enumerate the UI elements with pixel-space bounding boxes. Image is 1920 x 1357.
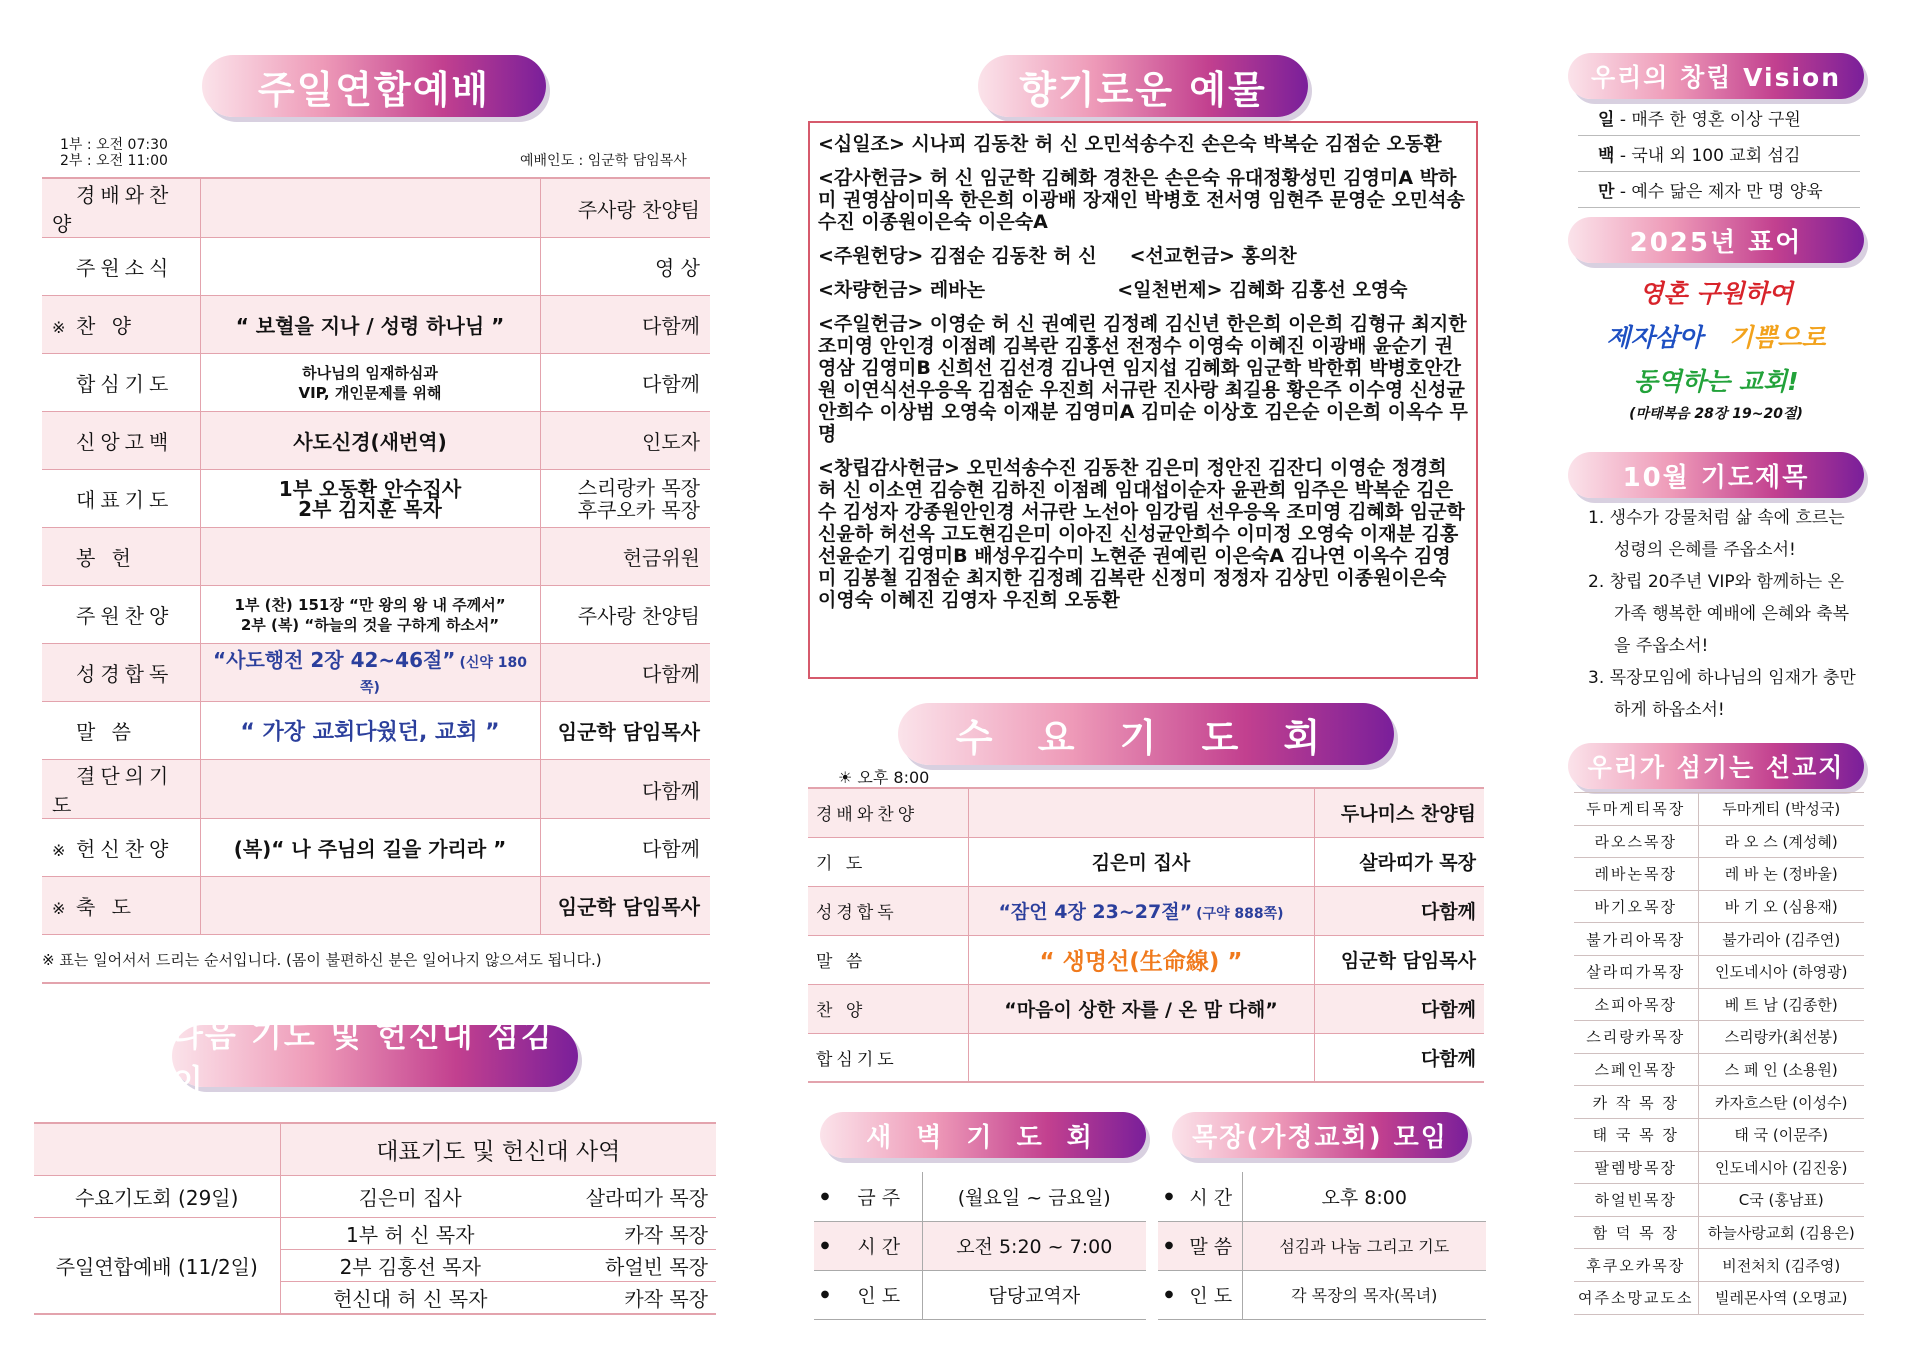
bullet-icon: ● [1158, 1221, 1180, 1270]
sunday-row-content-line1: “ 가장 교회다웠던, 교회 ” [240, 720, 500, 745]
mokjang-row [1158, 1221, 1486, 1270]
wednesday-row-label: 말 씀 [808, 935, 968, 984]
wednesday-row-label: 기 도 [808, 837, 968, 886]
sunday-row-label-cell [42, 760, 200, 819]
prayer-list [1588, 502, 1860, 726]
sunday-row-who-line1: 다함께 [642, 778, 700, 803]
mission-place: 베 트 남 (김종한) [1698, 988, 1864, 1021]
vision-item [1578, 136, 1860, 172]
vision-text: - 매주 한 영혼 이상 구원 [1614, 110, 1801, 130]
sunday-row-label-cell [42, 877, 200, 935]
wednesday-row-label: 경배와찬양 [808, 788, 968, 837]
mission-place: 레 바 논 (정바울) [1698, 858, 1864, 891]
offering-tithe: <십일조> 시나피 김동찬 허 신 오민석송수진 손은숙 박복순 김점순 오동환 [818, 133, 1442, 155]
prayer-item-3: 3. 목장모임에 하나님의 임재가 충만하게 하옵소서! [1588, 668, 1856, 720]
vision-text: - 국내 외 100 교회 섬김 [1614, 146, 1801, 166]
sunday-row-label: 주원소식 [76, 256, 174, 280]
bullet-icon: ● [814, 1172, 836, 1221]
sunday-row [42, 877, 710, 935]
mission-row [1574, 1118, 1864, 1151]
vision-item [1578, 100, 1860, 136]
next-table [34, 1122, 716, 1315]
mokjang-title: 목장(가정교회) 모임 [1192, 1122, 1448, 1153]
mokjang-row [1158, 1172, 1486, 1221]
sunday-row-who-line1: 다함께 [642, 314, 700, 338]
wednesday-row-content-cell [968, 837, 1314, 886]
wednesday-row-content-cell [968, 886, 1314, 935]
offering-title-banner [978, 55, 1308, 117]
mission-row [1574, 1184, 1864, 1217]
next-wed-group: 살라띠가 목장 [540, 1175, 716, 1217]
mission-group: 두마게티목장 [1574, 793, 1698, 826]
wednesday-row-label: 성경합독 [808, 886, 968, 935]
mission-row [1574, 1281, 1864, 1314]
standing-note: ※ 표는 일어서서 드리는 순서입니다. (몸이 불편하신 분은 일어나지 않으셔도 됩니다.) [42, 949, 710, 984]
sunday-row-label: 결단의기도 [52, 764, 174, 817]
sunday-row-label-cell [42, 470, 200, 528]
vision-item-cell [1578, 172, 1860, 208]
dawn-title: 새 벽 기 도 회 [866, 1122, 1100, 1153]
wednesday-row [808, 935, 1484, 984]
sunday-row-label-cell [42, 354, 200, 412]
sunday-row-content-line2: 2부 (복) “하늘의 것을 구하게 하소서” [240, 615, 500, 634]
sunday-row-content [200, 178, 540, 238]
prayer-title: 10월 기도제목 [1622, 462, 1810, 493]
dawn-row [814, 1270, 1146, 1319]
mission-row [1574, 793, 1864, 826]
next-sun-name-2: 2부 김홍선 목자 [280, 1249, 540, 1281]
mission-row [1574, 1151, 1864, 1184]
sunday-row-label: 성경합독 [76, 662, 174, 686]
sunday-row-label-cell [42, 644, 200, 702]
sunday-title-banner [202, 55, 546, 117]
mission-group: 소피아목장 [1574, 988, 1698, 1021]
wednesday-row-content: “잠언 4장 23~27절” [998, 901, 1193, 923]
offering-box [808, 121, 1478, 679]
mission-group: 살라띠가목장 [1574, 955, 1698, 988]
next-header: 대표기도 및 헌신대 사역 [280, 1123, 716, 1175]
prayer-item-1: 1. 생수가 강물처럼 삶 속에 흐르는 성령의 은혜를 주옵소서! [1588, 508, 1845, 560]
mission-place: 불가리아 (김주연) [1698, 923, 1864, 956]
wednesday-row-content-cell [968, 1033, 1314, 1082]
wednesday-time: ☀ 오후 8:00 [838, 768, 930, 787]
next-sun-group-2: 하얼빈 목장 [540, 1249, 716, 1281]
sunday-row [42, 178, 710, 238]
sunday-row-content-line1: 하나님의 임재하심과 [302, 363, 438, 382]
mokjang-row-value: 오후 8:00 [1242, 1172, 1486, 1221]
dawn-row [814, 1221, 1146, 1270]
vision-key: 만 [1598, 182, 1615, 202]
sunday-row [42, 470, 710, 528]
mission-group: 카 작 목 장 [1574, 1086, 1698, 1119]
mission-place: 스리랑카(최선봉) [1698, 1021, 1864, 1054]
wednesday-row [808, 837, 1484, 886]
next-wed-name: 김은미 집사 [280, 1175, 540, 1217]
mission-group: 바기오목장 [1574, 890, 1698, 923]
motto-line-3: 동역하는 교회! [1633, 367, 1799, 396]
wednesday-row-content: 김은미 집사 [1091, 852, 1191, 874]
next-wed-label: 수요기도회 (29일) [34, 1175, 280, 1217]
vision-item [1578, 172, 1860, 208]
sunday-row [42, 819, 710, 877]
sunday-row [42, 238, 710, 296]
motto-line-1: 영혼 구원하여 [1639, 279, 1793, 308]
wednesday-row-label: 합심기도 [808, 1033, 968, 1082]
mission-row [1574, 1086, 1864, 1119]
mission-place: 스 페 인 (소용원) [1698, 1053, 1864, 1086]
bullet-icon: ● [1158, 1172, 1180, 1221]
next-sun-group-3: 카작 목장 [624, 1286, 708, 1311]
next-sun-group-1: 카작 목장 [540, 1217, 716, 1249]
missions-title: 우리가 섬기는 선교지 [1587, 753, 1845, 782]
wednesday-row [808, 1033, 1484, 1082]
missions-title-banner [1568, 743, 1864, 789]
sunday-row-who-line1: 영 상 [655, 256, 700, 280]
sunday-row-content-line1: (복)“ 나 주님의 길을 가리라 ” [233, 837, 507, 861]
wednesday-row-content: “마음이 상한 자를 / 온 맘 다해” [1004, 999, 1278, 1021]
mission-place: 비전처치 (김주영) [1698, 1249, 1864, 1282]
dawn-row-value: (월요일 ~ 금요일) [922, 1172, 1146, 1221]
mokjang-table [1158, 1172, 1486, 1320]
wednesday-row-content-cell [968, 788, 1314, 837]
sunday-row-label-cell [42, 702, 200, 760]
wednesday-title: 수 요 기 도 회 [955, 715, 1337, 760]
sunday-row-content-line1: “사도행전 2장 42~46절” [212, 647, 456, 672]
bullet-icon: ● [814, 1270, 836, 1319]
wednesday-row-content-cell [968, 935, 1314, 984]
sunday-row-who-line1: 스리랑카 목장 [577, 475, 700, 500]
sunday-row-who [540, 702, 710, 760]
sunday-row-label: 봉 헌 [76, 546, 136, 570]
mokjang-row-label: 시 간 [1180, 1172, 1242, 1221]
sunday-row-label-cell [42, 296, 200, 354]
mission-place: 하늘사랑교회 (김용은) [1698, 1216, 1864, 1249]
sunday-row-who [540, 296, 710, 354]
mokjang-row-label: 인 도 [1180, 1270, 1242, 1319]
sunday-row-who-line1: 주사랑 찬양팀 [577, 604, 700, 628]
dawn-row-label: 금 주 [836, 1172, 922, 1221]
mission-group: 하얼빈목장 [1574, 1184, 1698, 1217]
wednesday-table [808, 787, 1484, 1083]
dawn-table [814, 1172, 1146, 1320]
wednesday-row-content: “ 생명선(生命線) ” [1039, 949, 1243, 975]
time-2: 2부 : 오전 11:00 [60, 153, 168, 169]
standing-mark: ※ [52, 841, 71, 860]
next-sun-name-3: 헌신대 허 신 목자 [280, 1281, 540, 1314]
mission-place: 인도네시아 (하영광) [1698, 955, 1864, 988]
worship-leader: 예배인도 : 임군학 담임목사 [520, 153, 687, 169]
motto-text [1568, 272, 1864, 424]
sunday-row-who-line1: 다함께 [642, 662, 700, 686]
vision-item-cell [1578, 100, 1860, 136]
sunday-row [42, 412, 710, 470]
sunday-row-label-cell [42, 178, 200, 238]
sunday-row-content-line2: 2부 김지훈 목자 [298, 496, 442, 521]
dawn-row [814, 1172, 1146, 1221]
mission-place: 인도네시아 (김진웅) [1698, 1151, 1864, 1184]
sunday-row [42, 702, 710, 760]
sunday-row-label-cell [42, 528, 200, 586]
vision-item-cell [1578, 136, 1860, 172]
dawn-row-label: 인 도 [836, 1270, 922, 1319]
sunday-row-label: 축 도 [76, 895, 136, 919]
sunday-row-content [200, 760, 540, 819]
vision-key: 일 [1598, 110, 1615, 130]
mission-place: 카자흐스탄 (이성수) [1698, 1086, 1864, 1119]
next-title-banner [172, 1016, 578, 1100]
sunday-row-content [200, 702, 540, 760]
mission-place: 빌레몬사역 (오명교) [1698, 1281, 1864, 1314]
mokjang-row [1158, 1270, 1486, 1319]
standing-mark: ※ [52, 899, 71, 918]
sunday-row-who [540, 412, 710, 470]
sunday-title: 주일연합예배 [257, 67, 491, 112]
bullet-icon: ● [1158, 1270, 1180, 1319]
sunday-row-label: 찬 양 [76, 314, 136, 338]
mission-row [1574, 988, 1864, 1021]
sunday-row-content-line1: 1부 (찬) 151장 “만 왕의 왕 내 주께서” [234, 595, 506, 614]
mission-group: 스페인목장 [1574, 1053, 1698, 1086]
sunday-row-who [540, 178, 710, 238]
wednesday-title-banner [898, 703, 1394, 765]
mission-row [1574, 955, 1864, 988]
sunday-row-content-line1: 1부 오동환 안수집사 [278, 476, 462, 501]
wednesday-row-who: 다함께 [1314, 984, 1484, 1033]
wednesday-row-who: 살라띠가 목장 [1314, 837, 1484, 886]
sunday-row-label-cell [42, 238, 200, 296]
wednesday-row-label: 찬 양 [808, 984, 968, 1033]
sunday-row-content [200, 644, 540, 702]
wednesday-row-content-cell [968, 984, 1314, 1033]
sunday-row [42, 644, 710, 702]
mokjang-title-banner [1172, 1112, 1468, 1158]
sunday-row-content [200, 238, 540, 296]
sunday-row-who [540, 238, 710, 296]
mission-row [1574, 1021, 1864, 1054]
wednesday-row-who: 다함께 [1314, 1033, 1484, 1082]
sunday-row-who-line1: 헌금위원 [622, 546, 700, 570]
wednesday-row [808, 984, 1484, 1033]
sunday-row-who [540, 644, 710, 702]
sunday-row-who-line2: 후쿠오카 목장 [577, 497, 700, 522]
sunday-row-label: 합심기도 [76, 372, 174, 396]
sunday-row [42, 296, 710, 354]
mission-row [1574, 1216, 1864, 1249]
sunday-row-who-line1: 임군학 담임목사 [557, 895, 700, 919]
vision-title-banner [1568, 53, 1864, 99]
mission-group: 불가리아목장 [1574, 923, 1698, 956]
sunday-row [42, 760, 710, 819]
motto-line-2b: 기쁨으로 [1729, 323, 1826, 352]
dawn-row-value: 담당교역자 [922, 1270, 1146, 1319]
motto-title-banner [1568, 217, 1864, 263]
bullet-icon: ● [814, 1221, 836, 1270]
dawn-title-banner [820, 1112, 1146, 1158]
prayer-title-banner [1568, 452, 1864, 498]
sunday-row [42, 354, 710, 412]
mission-place: 두마게티 (박성국) [1698, 793, 1864, 826]
sunday-order-table [42, 177, 710, 935]
vision-title: 우리의 창립 Vision [1590, 63, 1842, 92]
mission-place: 바 기 오 (심용재) [1698, 890, 1864, 923]
sunday-times [60, 137, 168, 169]
mokjang-row-value: 각 목장의 목자(목녀) [1242, 1270, 1486, 1319]
offering-title: 향기로운 예물 [1019, 67, 1267, 112]
mission-group: 라오스목장 [1574, 825, 1698, 858]
sunday-row-label: 신앙고백 [76, 430, 174, 454]
sunday-row-label: 말 씀 [76, 720, 136, 744]
sunday-row-who-line1: 다함께 [642, 837, 700, 861]
sunday-row-content [200, 296, 540, 354]
motto-ref: (마태복음 28장 19~20절) [1629, 406, 1803, 422]
sunday-row-content [200, 877, 540, 935]
sunday-row-who [540, 877, 710, 935]
sunday-row [42, 528, 710, 586]
mission-group: 여주소망교도소 [1574, 1281, 1698, 1314]
mission-group: 후쿠오카목장 [1574, 1249, 1698, 1282]
mission-row [1574, 858, 1864, 891]
sunday-row-label: 주원찬양 [76, 604, 174, 628]
sunday-row-label: 헌신찬양 [76, 837, 174, 861]
mission-row [1574, 923, 1864, 956]
sunday-row-who [540, 586, 710, 644]
sunday-row-content [200, 354, 540, 412]
sunday-row-who [540, 760, 710, 819]
mission-place: C국 (홍남표) [1698, 1184, 1864, 1217]
standing-mark: ※ [52, 318, 71, 337]
next-title: 다음 기도 및 헌신대 섬김이 [172, 1016, 554, 1100]
sunday-row-who-line1: 다함께 [642, 372, 700, 396]
sunday-row-content [200, 586, 540, 644]
sunday-row-label-cell [42, 412, 200, 470]
vision-table [1578, 100, 1860, 208]
wednesday-row-who: 두나미스 찬양팀 [1314, 788, 1484, 837]
wednesday-row-who: 임군학 담임목사 [1314, 935, 1484, 984]
sunday-row-content-line2: VIP, 개인문제를 위해 [298, 383, 442, 402]
sunday-row-content-line1: “ 보혈을 지나 / 성령 하나님 ” [235, 314, 505, 338]
mission-group: 레바논목장 [1574, 858, 1698, 891]
mission-group: 팔렘방목장 [1574, 1151, 1698, 1184]
mission-row [1574, 1249, 1864, 1282]
sunday-row-who [540, 354, 710, 412]
mokjang-row-value: 섬김과 나눔 그리고 기도 [1242, 1221, 1486, 1270]
sunday-row-content-line2: (신약 180쪽) [360, 654, 528, 696]
missions-table [1574, 792, 1864, 1315]
wednesday-row-who: 다함께 [1314, 886, 1484, 935]
offering-vehicle: <차량헌금> 레바논 <일천번제> 김혜화 김홍선 오영숙 [818, 279, 1408, 301]
sunday-row-label: 경배와찬양 [52, 183, 174, 236]
wednesday-row-extra: (구약 888쪽) [1196, 906, 1284, 922]
mission-place: 태 국 (이문주) [1698, 1118, 1864, 1151]
mission-group: 함 덕 목 장 [1574, 1216, 1698, 1249]
sunday-row-content [200, 528, 540, 586]
dawn-row-value: 오전 5:20 ~ 7:00 [922, 1221, 1146, 1270]
sunday-row-who [540, 470, 710, 528]
sunday-row [42, 586, 710, 644]
sunday-row-label-cell [42, 586, 200, 644]
mission-row [1574, 890, 1864, 923]
mission-row [1574, 1053, 1864, 1086]
motto-line-2a: 제자삼아 [1606, 323, 1703, 352]
sunday-row-who [540, 528, 710, 586]
sunday-row-who [540, 819, 710, 877]
time-1: 1부 : 오전 07:30 [60, 137, 168, 153]
offering-anniversary: <창립감사헌금> 오민석송수진 김동찬 김은미 정안진 김잔디 이영순 정경희 허 신 이소연 김승현 김하진 이점례 임대섭이순자 윤관희 임주은 박복순 김은수 김성자 강종원안인경 서규란 노선아 임강림 선우응옥 조미영 김혜화 임군학 신윤하 허선옥 고도현김은미 이아진 신성균안희수 이미정 오영숙 이재분 김홍선윤순기 김영미B 배성우김수미 노현준 권예린 이은숙A 김나연 이옥수 김영미 김봉철 김점순 최지한 김정례 김복란 신정미 정정자 김상민 이종원이은숙 이영숙 이혜진 김영자 우진희 오동환 [818, 457, 1465, 611]
vision-text: - 예수 닮은 제자 만 명 양육 [1614, 182, 1823, 202]
sunday-row-content [200, 412, 540, 470]
next-sun-label: 주일연합예배 (11/2일) [55, 1254, 258, 1279]
sunday-row-who-line1: 인도자 [642, 430, 700, 454]
sunday-row-content [200, 819, 540, 877]
next-sun-name-1: 1부 허 신 목자 [280, 1217, 540, 1249]
mokjang-row-label: 말 씀 [1180, 1221, 1242, 1270]
offering-thanks: <감사헌금> 허 신 임군학 김혜화 경찬은 손은숙 유대정황성민 김영미A 박하미 권영삼이미옥 한은희 이광배 장재인 박병호 전서영 임현주 문영순 오민석송수진 이종원이은숙 이은숙A [818, 167, 1465, 233]
sunday-row-content-line1: 사도신경(새번역) [293, 430, 447, 454]
wednesday-row [808, 788, 1484, 837]
motto-title: 2025년 표어 [1629, 227, 1803, 258]
sunday-row-content [200, 470, 540, 528]
offering-building: <주원헌당> 김점순 김동찬 허 신 <선교헌금> 홍의찬 [818, 245, 1297, 267]
sunday-row-who-line1: 주사랑 찬양팀 [577, 197, 700, 222]
wednesday-row [808, 886, 1484, 935]
prayer-item-2: 2. 창립 20주년 VIP와 함께하는 온 가족 행복한 예배에 은혜와 축복을 주옵소서! [1588, 572, 1850, 656]
dawn-row-label: 시 간 [836, 1221, 922, 1270]
mission-group: 태 국 목 장 [1574, 1118, 1698, 1151]
mission-row [1574, 825, 1864, 858]
offering-sunday: <주일헌금> 이영순 허 신 권예린 김정례 김신년 한은희 이은희 김형규 최지한 조미영 안인경 이점례 김복란 김홍선 전정수 이영숙 이혜진 이광배 윤순기 권영삼 김영미B 신희선 김선경 김나연 임지섭 김혜화 임군학 박한휘 박병호안간원 이연식선우응옥 김점순 우진희 서규란 진사랑 최길용 황은주 이수영 신성균안희수 이상범 오영숙 이재분 김영미A 김미순 이상호 김은순 이은희 이옥수 무명 [818, 313, 1468, 445]
mission-place: 라 오 스 (계성혜) [1698, 825, 1864, 858]
sunday-row-label: 대표기도 [76, 488, 174, 512]
vision-key: 백 [1598, 146, 1615, 166]
sunday-row-who-line1: 임군학 담임목사 [557, 720, 700, 744]
sunday-row-label-cell [42, 819, 200, 877]
mission-group: 스리랑카목장 [1574, 1021, 1698, 1054]
